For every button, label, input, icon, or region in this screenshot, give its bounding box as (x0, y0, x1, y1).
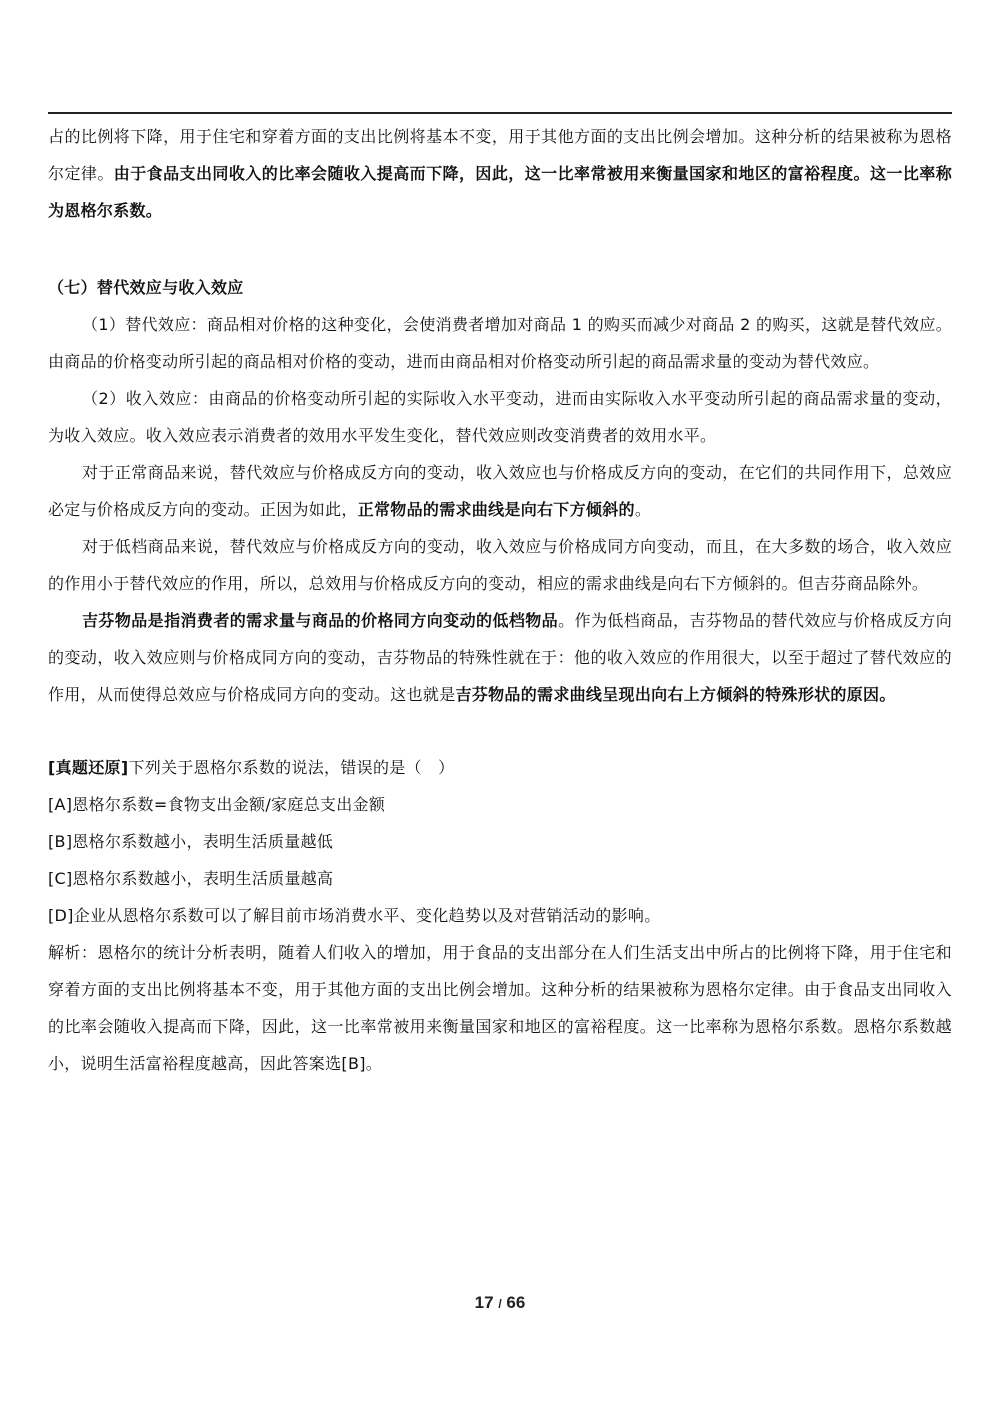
section-heading: （七）替代效应与收入效应 (48, 278, 244, 297)
page-current: 17 (474, 1293, 494, 1312)
option-d: [D]企业从恩格尔系数可以了解目前市场消费水平、变化趋势以及对营销活动的影响。 (48, 906, 661, 925)
substitution-effect-paragraph: （1）替代效应：商品相对价格的这种变化，会使消费者增加对商品 1 的购买而减少对商品 2 的购买，这就是替代效应。由商品的价格变动所引起的商品相对价格的变动，进而由商品相对价格变动所引起的商品需求量的变动为替代效应。 (48, 315, 952, 371)
top-paragraph-bold: 由于食品支出同收入的比率会随收入提高而下降，因此，这一比率常被用来衡量国家和地区的富裕程度。这一比率称为恩格尔系数。 (48, 164, 952, 220)
normal-goods-text: 对于正常商品来说，替代效应与价格成反方向的变动，收入效应也与价格成反方向的变动，在它们的共同作用下，总效应必定与价格成反方向的变动。正因为如此， (48, 463, 952, 519)
analysis-paragraph: 解析：恩格尔的统计分析表明，随着人们收入的增加，用于食品的支出部分在人们生活支出中所占的比例将下降，用于住宅和穿着方面的支出比例将基本不变，用于其他方面的支出比例会增加。这种分析的结果被称为恩格尔定律。由于食品支出同收入的比率会随收入提高而下降，因此，这一比率常被用来衡量国家和地区的富裕程度。这一比率称为恩格尔系数。恩格尔系数越小，说明生活富裕程度越高，因此答案选[B]。 (48, 943, 952, 1073)
normal-goods-bold: 正常物品的需求曲线是向右下方倾斜的 (357, 500, 635, 519)
giffen-goods-paragraph (48, 602, 952, 713)
spacer (48, 229, 952, 269)
top-paragraph-text: 占的比例将下降，用于住宅和穿着方面的支出比例将基本不变，用于其他方面的支出比例会增加。这种分析的结果被称为恩格尔定律。 (48, 127, 952, 183)
question-stem-text: 下列关于恩格尔系数的说法，错误的是（ ） (128, 758, 455, 777)
inferior-goods-paragraph: 对于低档商品来说，替代效应与价格成反方向的变动，收入效应与价格成同方向变动，而且，在大多数的场合，收入效应的作用小于替代效应的作用，所以，总效用与价格成反方向的变动，相应的需求曲线是向右下方倾斜的。但吉芬商品除外。 (48, 537, 952, 593)
page-content (48, 118, 952, 1082)
page-number (0, 1293, 1000, 1313)
top-paragraph (48, 118, 952, 229)
page-separator: / (498, 1297, 502, 1311)
header-rule (48, 112, 952, 114)
normal-goods-end: 。 (634, 500, 652, 519)
option-b: [B]恩格尔系数越小，表明生活质量越低 (48, 832, 334, 851)
giffen-conclusion-bold: 吉芬物品的需求曲线呈现出向右上方倾斜的特殊形状的原因。 (455, 685, 896, 704)
question-stem (48, 749, 952, 786)
spacer (48, 713, 952, 749)
option-c: [C]恩格尔系数越小，表明生活质量越高 (48, 869, 334, 888)
giffen-text: 。作为低档商品，吉芬物品的替代效应与价格成反方向的变动，收入效应则与价格成同方向的变动，吉芬物品的特殊性就在于：他的收入效应的作用很大，以至于超过了替代效应的作用，从而使得总效应与价格成同方向的变动。这也就是 (48, 611, 953, 704)
question-tag: [真题还原] (48, 758, 129, 777)
normal-goods-paragraph (48, 454, 952, 528)
page-total: 66 (506, 1293, 526, 1312)
income-effect-paragraph: （2）收入效应：由商品的价格变动所引起的实际收入水平变动，进而由实际收入水平变动所引起的商品需求量的变动，为收入效应。收入效应表示消费者的效用水平发生变化，替代效应则改变消费者的效用水平。 (48, 389, 952, 445)
option-a: [A]恩格尔系数=食物支出金额/家庭总支出金额 (48, 795, 386, 814)
giffen-definition-bold: 吉芬物品是指消费者的需求量与商品的价格同方向变动的低档物品 (82, 611, 559, 630)
